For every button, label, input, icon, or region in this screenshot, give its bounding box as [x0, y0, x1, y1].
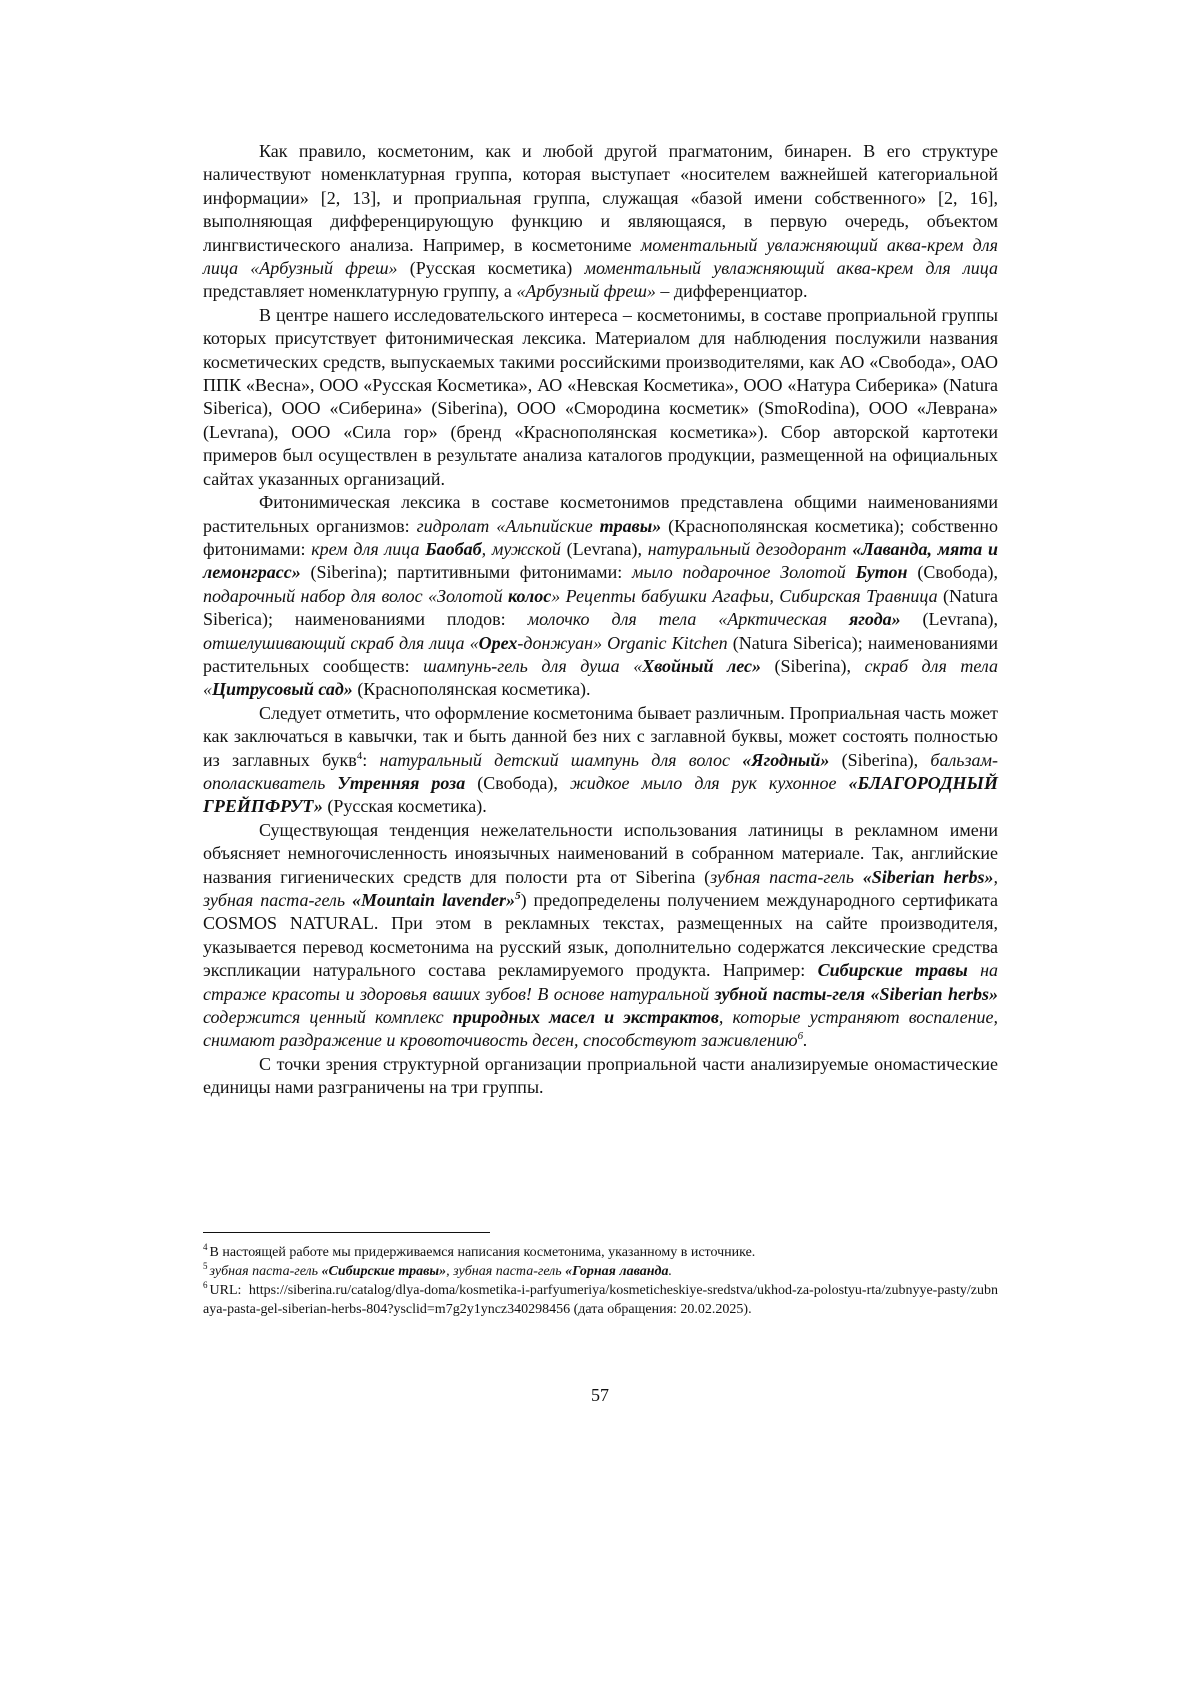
footnote-divider	[203, 1232, 490, 1233]
paragraph-1: Как правило, косметоним, как и любой другой прагматоним, бинарен. В его структуре наличествуют номенклатурная группа, которая выступает «носителем важнейшей категориальной информации» [2, 13], и проприальная группа, служащая «базой имени собственного» [2, 16], выполняющая дифференцирующую функцию и являющаяся, в первую очередь, объектом лингвистического анализа. Например, в косметониме моментальный увлажняющий аква-крем для лица «Арбузный фреш» (Русская косметика) моментальный увлажняющий аква-крем для лица представляет номенклатурную группу, а «Арбузный фреш» – дифференциатор.	[203, 141, 998, 302]
footnote-ref-4[interactable]: 4	[356, 749, 363, 762]
paragraph-4: Следует отметить, что оформление косметонима бывает различным. Проприальная часть может как заключаться в кавычки, так и быть данной без них с заглавной буквы, может состоять полностью из заглавных букв$^4$: натуральный детский шампунь для волос «Ягодный» (Siberina), бальзам-ополаскиватель Утренняя роза (Свобода), жидкое мыло для рук кухонное «БЛАГОРОДНЫЙ ГРЕЙПФРУТ» (Русская косметика).	[203, 702, 998, 817]
nomenclature-group: моментальный увлажняющий аква-крем для лица	[584, 258, 998, 279]
paragraph-2: В центре нашего исследовательского интереса – косметонимы, в составе проприальной группы которых присутствует фитонимическая лексика. Материалом для наблюдения послужили названия косметических средств, выпускаемых такими российскими производителями, как АО «Свобода», ОАО ППК «Весна», ООО «Русская Косметика», АО «Невская Косметика», ООО «Натура Сиберика» (Natura Siberica), ООО «Сиберина» (Siberina), ООО «Смородина косметик» (SmoRodina), ООО «Леврана» (Levrana), ООО «Сила гор» (бренд «Краснополянская косметика»). Сбор авторской картотеки примеров был осуществлен в результате анализа каталогов продукции, размещенной на официальных сайтах указанных организаций.	[203, 304, 998, 489]
footnote-6-url[interactable]: URL: https://siberina.ru/catalog/dlya-doma/kosmetika-i-parfyumeriya/kosmeticheskiye-sredstva/ukhod-za-polostyu-rta/zubnyye-pasty/zubnaya-pasta-gel-siberian-herbs-804?ysclid=m7g2y1yncz340298456	[203, 1283, 998, 1317]
example-cosmetonym: моментальный увлажняющий аква-крем для лица «Арбузный фреш»	[203, 234, 998, 279]
footnote-4: $^4$ В настоящей работе мы придерживаемся написания косметонима, указанному в источнике.	[203, 1242, 756, 1260]
footnote-ref-6[interactable]: 6	[797, 1030, 804, 1043]
page-body	[203, 140, 998, 1100]
paragraph-3: Фитонимическая лексика в составе косметонимов представлена общими наименованиями растительных организмов: гидролат «Альпийские травы» (Краснополянская косметика); собственно фитонимами: крем для лица Баобаб, мужской (Levrana), натуральный дезодорант «Лаванда, мята и лемонграсс» (Siberina); партитивными фитонимами: мыло подарочное Золотой Бутон (Свобода), подарочный набор для волос «Золотой колос» Рецепты бабушки Агафьи, Сибирская Травница (Natura Siberica); наименованиями плодов: молочко для тела «Арктическая ягода» (Levrana), отшелушивающий скраб для лица «Орех-донжуан» Organic Kitchen (Natura Siberica); наименованиями растительных сообществ: шампунь-гель для душа «Хвойный лес» (Siberina), скраб для тела «Цитрусовый сад» (Краснополянская косметика).	[203, 492, 999, 700]
differentiator: «Арбузный фреш»	[516, 281, 656, 302]
paragraph-5: Существующая тенденция нежелательности использования латиницы в рекламном имени объясняет немногочисленность иноязычных наименований в собранном материале. Так, английские названия гигиенических средств для полости рта от Siberina (зубная паста-гель «Siberian herbs», зубная паста-гель «Mountain lavender»$^5$) предопределены получением международного сертификата COSMOS NATURAL. При этом в рекламных текстах, размещенных на сайте производителя, указывается перевод косметонима на русский язык, дополнительно содержатся лексические средства экспликации натурального состава рекламируемого продукта. Например: Сибирские травы на страже красоты и здоровья ваших зубов! В основе натуральной зубной пасты-геля «Siberian herbs» содержится ценный комплекс природных масел и экстрактов, которые устраняют воспаление, снимают раздражение и кровоточивость десен, способствуют заживлению$^6$.	[203, 819, 999, 1051]
footnote-5: $^5$ зубная паста-гель «Сибирские травы», зубная паста-гель «Горная лаванда.	[203, 1261, 672, 1279]
footnote-6: $^6$ URL: https://siberina.ru/catalog/dlya-doma/kosmetika-i-parfyumeriya/kosmeticheskiye-sredstva/ukhod-za-polostyu-rta/zubnyye-pasty/zubnaya-pasta-gel-siberian-herbs-804?ysclid=m7g2y1yncz340298456 (дата обращения: 20.02.2025).	[203, 1280, 998, 1317]
footnotes	[203, 1232, 998, 1319]
paragraph-6: С точки зрения структурной организации проприальной части анализируемые ономастические единицы нами разграничены на три группы.	[203, 1053, 998, 1098]
footnote-ref-5[interactable]: 5	[515, 890, 521, 902]
page-number: 57	[591, 1385, 609, 1405]
